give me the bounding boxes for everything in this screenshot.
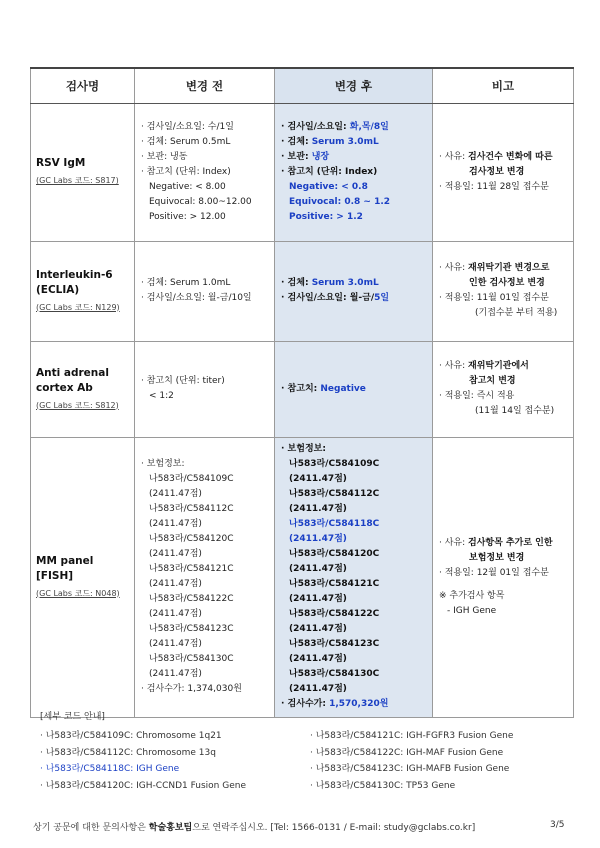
before-cell bbox=[135, 437, 275, 717]
test-name: Anti adrenal bbox=[36, 366, 109, 379]
note-cell bbox=[433, 241, 574, 341]
change-notice-sheet bbox=[30, 67, 573, 718]
after-value: Serum 3.0mL bbox=[311, 136, 379, 147]
table-row-anti-adrenal-cortex-ab bbox=[31, 341, 574, 437]
test-name: RSV IgM bbox=[36, 157, 86, 169]
before-line: · 참고치 (단위: Index) bbox=[141, 166, 231, 177]
footer-contact-pre: 상기 공문에 대한 문의사항은 bbox=[33, 823, 149, 833]
note-label: · 사유: bbox=[439, 151, 469, 162]
note-date: · 적용일: 즉시 적용 bbox=[439, 391, 515, 401]
after-insurance-item: (2411.47점) bbox=[289, 474, 347, 484]
note-additional-item: - IGH Gene bbox=[447, 605, 497, 616]
after-value: Serum 3.0mL bbox=[311, 278, 379, 288]
test-name-cont: cortex Ab bbox=[36, 381, 93, 394]
after-insurance-item: 나583라/C584123C bbox=[289, 639, 380, 649]
before-insurance-item: (2411.47점) bbox=[149, 519, 202, 529]
before-line: · 검체: Serum 0.5mL bbox=[141, 136, 231, 147]
before-line: · 검사일/소요일: 월-금/10일 bbox=[141, 293, 252, 303]
note-reason-text: 재위탁기관 변경으로 bbox=[468, 263, 550, 273]
after-line-reference bbox=[281, 382, 426, 397]
before-line: < 1:2 bbox=[149, 391, 174, 401]
after-insurance-item: 나583라/C584122C bbox=[289, 609, 380, 619]
before-insurance-item: 나583라/C584109C bbox=[149, 474, 234, 484]
after-label: · 보관: bbox=[281, 151, 312, 162]
note-reason-text: 검사정보 변경 bbox=[469, 166, 525, 177]
footer-contact bbox=[33, 820, 475, 833]
legend-item: · 나583라/C584121C: IGH-FGFR3 Fusion Gene bbox=[310, 731, 514, 741]
after-cell bbox=[275, 437, 433, 717]
before-cell bbox=[135, 103, 275, 241]
note-cell bbox=[433, 437, 574, 717]
legend-item: · 나583라/C584122C: IGH-MAF Fusion Gene bbox=[310, 747, 504, 758]
after-label: · 참고치: bbox=[281, 383, 321, 394]
before-line: Equivocal: 8.00~12.00 bbox=[149, 196, 252, 207]
after-insurance-label: · 보험정보: bbox=[281, 444, 326, 454]
note-reason bbox=[439, 536, 567, 551]
before-insurance-item: (2411.47점) bbox=[149, 669, 202, 679]
header-before: 변경 전 bbox=[135, 68, 275, 103]
code-legend bbox=[40, 710, 560, 793]
before-insurance-item: (2411.47점) bbox=[149, 549, 202, 559]
before-insurance-item: 나583라/C584122C bbox=[149, 594, 234, 604]
after-insurance-item: 나583라/C584112C bbox=[289, 489, 380, 499]
header-note: 비고 bbox=[433, 68, 574, 103]
after-insurance-item: 나583라/C584120C bbox=[289, 549, 380, 559]
after-label: · 검체: bbox=[281, 278, 312, 288]
test-code: (GC Labs 코드: N129) bbox=[36, 302, 120, 312]
before-insurance-item: 나583라/C584130C bbox=[149, 654, 234, 664]
after-value: Negative bbox=[320, 383, 366, 394]
before-line: · 검체: Serum 1.0mL bbox=[141, 278, 231, 288]
note-reason-text: 참고치 변경 bbox=[469, 376, 516, 386]
note-reason-text: 인한 검사정보 변경 bbox=[469, 278, 545, 288]
test-code: (GC Labs 코드: N048) bbox=[36, 588, 120, 598]
after-insurance-item: (2411.47점) bbox=[289, 684, 347, 694]
note-label: · 사유: bbox=[439, 537, 469, 548]
after-insurance-item: 나583라/C584121C bbox=[289, 579, 380, 589]
before-line: · 참고치 (단위: titer) bbox=[141, 376, 225, 386]
after-insurance-item: (2411.47점) bbox=[289, 594, 347, 604]
note-reason-text: 재위탁기관에서 bbox=[468, 361, 529, 371]
after-line-specimen bbox=[281, 276, 426, 291]
after-value: 1,570,320원 bbox=[329, 699, 389, 709]
before-insurance-item: 나583라/C584112C bbox=[149, 504, 234, 514]
after-insurance-item: (2411.47점) bbox=[289, 504, 347, 514]
after-line-schedule bbox=[281, 120, 426, 135]
note-reason bbox=[439, 359, 567, 374]
after-insurance-item: 나583라/C584109C bbox=[289, 459, 380, 469]
table-row-rsv-igm bbox=[31, 103, 574, 241]
before-insurance-item: (2411.47점) bbox=[149, 639, 202, 649]
before-insurance-item: (2411.47점) bbox=[149, 609, 202, 619]
before-line: · 보관: 냉동 bbox=[141, 151, 188, 162]
header-test-name: 검사명 bbox=[31, 68, 135, 103]
after-insurance-item: (2411.47점) bbox=[289, 564, 347, 574]
note-date-detail: (11월 14일 접수분) bbox=[475, 406, 555, 416]
after-cell bbox=[275, 103, 433, 241]
after-line-schedule bbox=[281, 291, 426, 306]
table-row-interleukin-6 bbox=[31, 241, 574, 341]
note-reason bbox=[439, 261, 567, 276]
after-cell bbox=[275, 241, 433, 341]
legend-item: · 나583라/C584123C: IGH-MAFB Fusion Gene bbox=[310, 764, 510, 774]
footer-contact-post: 으로 연락주십시오. [Tel: 1566-0131 / E-mail: study@gclabs.co.kr] bbox=[192, 823, 476, 833]
note-reason-text: 검사건수 변화에 따른 bbox=[468, 151, 553, 162]
after-insurance-item: (2411.47점) bbox=[289, 624, 347, 634]
legend-grid bbox=[40, 729, 560, 793]
after-line-reference: · 참고치 (단위: Index) bbox=[281, 166, 378, 177]
legend-item-new: · 나583라/C584118C: IGH Gene bbox=[40, 764, 180, 774]
after-value: 냉장 bbox=[311, 151, 330, 162]
after-line-specimen bbox=[281, 135, 426, 150]
note-label: · 사유: bbox=[439, 361, 469, 371]
after-line-negative: Negative: < 0.8 bbox=[289, 181, 368, 192]
test-name-cell bbox=[31, 241, 135, 341]
note-label: · 사유: bbox=[439, 263, 469, 273]
table-header-row bbox=[31, 68, 574, 103]
before-insurance-item: (2411.47점) bbox=[149, 579, 202, 589]
before-insurance-label: · 보험정보: bbox=[141, 459, 185, 469]
before-insurance-item: 나583라/C584120C bbox=[149, 534, 234, 544]
test-name-cell bbox=[31, 437, 135, 717]
legend-item: · 나583라/C584112C: Chromosome 13q bbox=[40, 747, 216, 758]
legend-item: · 나583라/C584130C: TP53 Gene bbox=[310, 780, 456, 791]
after-insurance-item: 나583라/C584130C bbox=[289, 669, 380, 679]
test-name: Interleukin-6 bbox=[36, 268, 113, 281]
after-insurance-new-item: 나583라/C584118C bbox=[289, 519, 380, 529]
note-reason bbox=[439, 150, 567, 165]
note-additional-label: ※ 추가검사 항목 bbox=[439, 590, 505, 601]
after-line-storage bbox=[281, 150, 426, 165]
note-date-detail: (기접수분 부터 적용) bbox=[475, 308, 558, 318]
note-reason-text: 보험정보 변경 bbox=[469, 552, 525, 563]
test-name-cell bbox=[31, 103, 135, 241]
after-label: · 검사일/소요일: bbox=[281, 121, 350, 132]
test-code: (GC Labs 코드: S812) bbox=[36, 400, 119, 410]
after-cell bbox=[275, 341, 433, 437]
before-cell bbox=[135, 241, 275, 341]
table-row-mm-panel bbox=[31, 437, 574, 717]
after-line-positive: Positive: > 1.2 bbox=[289, 211, 363, 222]
note-cell bbox=[433, 341, 574, 437]
after-insurance-item: (2411.47점) bbox=[289, 654, 347, 664]
before-cell bbox=[135, 341, 275, 437]
page-number: 3/5 bbox=[550, 820, 565, 830]
note-cell bbox=[433, 103, 574, 241]
test-code: (GC Labs 코드: S817) bbox=[36, 176, 119, 185]
legend-item: · 나583라/C584109C: Chromosome 1q21 bbox=[40, 731, 222, 741]
before-insurance-item: 나583라/C584121C bbox=[149, 564, 234, 574]
test-change-table bbox=[30, 67, 574, 718]
before-insurance-item: (2411.47점) bbox=[149, 489, 202, 499]
test-name-cell bbox=[31, 341, 135, 437]
test-name: MM panel [FISH] bbox=[36, 554, 94, 582]
before-line: · 검사일/소요일: 수/1일 bbox=[141, 121, 234, 132]
after-line-equivocal: Equivocal: 0.8 ~ 1.2 bbox=[289, 196, 391, 207]
note-reason-text: 검사항목 추가로 인한 bbox=[468, 537, 553, 548]
before-line: Positive: > 12.00 bbox=[149, 211, 226, 222]
after-label: · 검사수가: bbox=[281, 699, 330, 709]
after-value: 5일 bbox=[374, 293, 390, 303]
test-name-method: (ECLIA) bbox=[36, 283, 80, 296]
after-value: 화,목/8일 bbox=[349, 121, 389, 132]
before-insurance-item: 나583라/C584123C bbox=[149, 624, 234, 634]
after-label: · 검사일/소요일: 월-금/ bbox=[281, 293, 375, 303]
header-after: 변경 후 bbox=[275, 68, 433, 103]
after-label: · 검체: bbox=[281, 136, 312, 147]
note-date: · 적용일: 11월 28일 접수분 bbox=[439, 181, 549, 192]
note-date: · 적용일: 12월 01일 접수분 bbox=[439, 567, 549, 578]
before-line: Negative: < 8.00 bbox=[149, 181, 226, 192]
note-date: · 적용일: 11월 01일 접수분 bbox=[439, 293, 549, 303]
legend-item: · 나583라/C584120C: IGH-CCND1 Fusion Gene bbox=[40, 780, 247, 791]
footer-dept: 학술홍보팀 bbox=[148, 823, 193, 833]
legend-title: [세부 코드 안내] bbox=[40, 712, 105, 722]
after-insurance-new-item-points: (2411.47점) bbox=[289, 534, 347, 544]
before-fee: · 검사수가: 1,374,030원 bbox=[141, 684, 242, 694]
